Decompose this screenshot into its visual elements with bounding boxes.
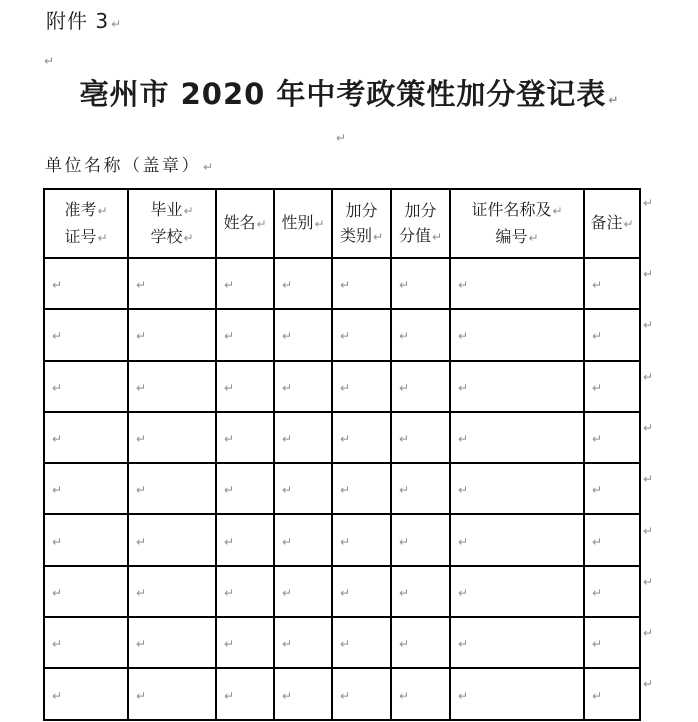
paragraph-mark-icon: ↵ bbox=[224, 432, 235, 447]
empty-cell-certificate-name-number bbox=[450, 309, 584, 360]
paragraph-mark-icon: ↵ bbox=[592, 534, 603, 549]
row-end-mark-icon: ↵ bbox=[643, 267, 654, 281]
empty-cell-certificate-name-number bbox=[450, 514, 584, 565]
empty-cell-bonus-value bbox=[391, 463, 450, 514]
empty-cell-gender bbox=[274, 617, 332, 668]
paragraph-mark-icon: ↵ bbox=[44, 54, 55, 68]
line-break-mark-icon: ↵ bbox=[528, 230, 539, 245]
paragraph-mark-icon: ↵ bbox=[399, 329, 410, 344]
column-header-text: 分值 bbox=[398, 225, 431, 245]
paragraph-mark-icon: ↵ bbox=[52, 483, 63, 498]
empty-cell-remarks bbox=[584, 566, 640, 617]
table-row bbox=[44, 412, 640, 463]
paragraph-mark-icon: ↵ bbox=[458, 534, 469, 549]
paragraph-mark-icon: ↵ bbox=[458, 483, 469, 498]
empty-cell-name bbox=[216, 514, 274, 565]
attachment-label bbox=[46, 5, 121, 34]
line-break-mark-icon: ↵ bbox=[608, 93, 619, 107]
empty-cell-graduation-school bbox=[128, 668, 216, 719]
paragraph-mark-icon: ↵ bbox=[52, 380, 63, 395]
paragraph-mark-icon: ↵ bbox=[52, 432, 63, 447]
paragraph-mark-icon: ↵ bbox=[282, 380, 293, 395]
table-row bbox=[44, 617, 640, 668]
empty-cell-graduation-school bbox=[128, 566, 216, 617]
empty-cell-certificate-name-number bbox=[450, 566, 584, 617]
column-header-text: 性别 bbox=[281, 213, 314, 232]
column-header-gender bbox=[274, 189, 332, 258]
paragraph-mark-icon: ↵ bbox=[399, 534, 410, 549]
empty-cell-exam-number bbox=[44, 361, 128, 412]
empty-cell-graduation-school bbox=[128, 361, 216, 412]
line-break-mark-icon: ↵ bbox=[623, 217, 634, 231]
empty-cell-name bbox=[216, 566, 274, 617]
table-row bbox=[44, 566, 640, 617]
empty-cell-exam-number bbox=[44, 309, 128, 360]
paragraph-mark-icon: ↵ bbox=[282, 688, 293, 703]
empty-cell-exam-number bbox=[44, 412, 128, 463]
empty-cell-gender bbox=[274, 566, 332, 617]
empty-cell-name bbox=[216, 617, 274, 668]
empty-cell-remarks bbox=[584, 412, 640, 463]
paragraph-mark-icon: ↵ bbox=[282, 278, 293, 293]
empty-cell-name bbox=[216, 412, 274, 463]
attachment-label-text: 附件 3 bbox=[46, 9, 110, 33]
paragraph-mark-icon: ↵ bbox=[592, 483, 603, 498]
empty-cell-name bbox=[216, 463, 274, 514]
empty-cell-bonus-value bbox=[391, 617, 450, 668]
paragraph-mark-icon: ↵ bbox=[399, 688, 410, 703]
paragraph-mark-icon: ↵ bbox=[592, 380, 603, 395]
paragraph-mark-icon: ↵ bbox=[52, 688, 63, 703]
column-header-text: 加分 bbox=[404, 200, 437, 220]
empty-cell-certificate-name-number bbox=[450, 668, 584, 719]
paragraph-mark-icon: ↵ bbox=[136, 534, 147, 549]
paragraph-mark-icon: ↵ bbox=[224, 483, 235, 498]
document-title bbox=[0, 72, 698, 113]
empty-cell-bonus-category bbox=[332, 668, 391, 719]
line-break-mark-icon: ↵ bbox=[183, 203, 194, 218]
paragraph-mark-icon: ↵ bbox=[52, 534, 63, 549]
line-break-mark-icon: ↵ bbox=[97, 230, 108, 245]
table-header-row bbox=[44, 189, 640, 258]
registration-table-container bbox=[43, 188, 641, 721]
paragraph-mark-icon: ↵ bbox=[282, 483, 293, 498]
line-break-mark-icon: ↵ bbox=[431, 229, 443, 244]
line-break-mark-icon: ↵ bbox=[552, 203, 563, 218]
empty-cell-remarks bbox=[584, 463, 640, 514]
empty-cell-remarks bbox=[584, 309, 640, 360]
paragraph-mark-icon: ↵ bbox=[52, 637, 63, 652]
empty-cell-bonus-value bbox=[391, 514, 450, 565]
empty-cell-bonus-category bbox=[332, 617, 391, 668]
empty-cell-graduation-school bbox=[128, 309, 216, 360]
line-break-mark-icon: ↵ bbox=[203, 160, 214, 174]
empty-cell-name bbox=[216, 258, 274, 309]
empty-cell-bonus-value bbox=[391, 361, 450, 412]
column-header-text: 学校 bbox=[150, 226, 183, 246]
empty-cell-certificate-name-number bbox=[450, 412, 584, 463]
paragraph-mark-icon: ↵ bbox=[136, 329, 147, 344]
empty-paragraph bbox=[44, 50, 54, 69]
unit-name-label bbox=[45, 151, 213, 176]
empty-cell-exam-number bbox=[44, 668, 128, 719]
table-row bbox=[44, 668, 640, 719]
empty-cell-bonus-category bbox=[332, 309, 391, 360]
column-header-bonus-category bbox=[332, 189, 391, 258]
paragraph-mark-icon: ↵ bbox=[282, 329, 293, 344]
empty-cell-graduation-school bbox=[128, 412, 216, 463]
empty-cell-graduation-school bbox=[128, 514, 216, 565]
empty-cell-gender bbox=[274, 258, 332, 309]
paragraph-mark-icon: ↵ bbox=[136, 278, 147, 293]
paragraph-mark-icon: ↵ bbox=[399, 278, 410, 293]
empty-cell-bonus-category bbox=[332, 258, 391, 309]
paragraph-mark-icon: ↵ bbox=[136, 585, 147, 600]
row-end-mark-icon: ↵ bbox=[643, 420, 654, 435]
paragraph-mark-icon: ↵ bbox=[136, 483, 147, 498]
table-row bbox=[44, 309, 640, 360]
paragraph-mark-icon: ↵ bbox=[399, 380, 410, 395]
paragraph-mark-icon: ↵ bbox=[282, 432, 293, 447]
paragraph-mark-icon: ↵ bbox=[458, 585, 469, 600]
empty-cell-remarks bbox=[584, 617, 640, 668]
empty-cell-exam-number bbox=[44, 617, 128, 668]
empty-cell-bonus-category bbox=[332, 514, 391, 565]
paragraph-mark-icon: ↵ bbox=[340, 278, 351, 293]
line-break-mark-icon: ↵ bbox=[314, 217, 325, 231]
line-break-mark-icon: ↵ bbox=[183, 230, 194, 245]
row-end-mark-icon: ↵ bbox=[643, 523, 654, 538]
paragraph-mark-icon: ↵ bbox=[399, 637, 410, 652]
empty-cell-bonus-value bbox=[391, 258, 450, 309]
paragraph-mark-icon: ↵ bbox=[340, 329, 351, 344]
empty-cell-remarks bbox=[584, 668, 640, 719]
paragraph-mark-icon: ↵ bbox=[224, 585, 235, 600]
paragraph-mark-icon: ↵ bbox=[282, 534, 293, 549]
paragraph-mark-icon: ↵ bbox=[592, 637, 603, 652]
paragraph-mark-icon: ↵ bbox=[224, 329, 235, 344]
column-header-text: 备注 bbox=[590, 213, 623, 232]
paragraph-mark-icon: ↵ bbox=[340, 585, 351, 600]
empty-cell-certificate-name-number bbox=[450, 361, 584, 412]
line-break-mark-icon: ↵ bbox=[256, 217, 267, 231]
bonus-points-registration-table bbox=[43, 188, 641, 721]
empty-cell-remarks bbox=[584, 361, 640, 412]
empty-cell-gender bbox=[274, 361, 332, 412]
paragraph-mark-icon: ↵ bbox=[458, 329, 469, 344]
paragraph-mark-icon: ↵ bbox=[224, 688, 235, 703]
document-title-text: 亳州市 2020 年中考政策性加分登记表 bbox=[79, 77, 607, 111]
empty-cell-remarks bbox=[584, 258, 640, 309]
paragraph-mark-icon: ↵ bbox=[340, 688, 351, 703]
paragraph-mark-icon: ↵ bbox=[136, 688, 147, 703]
paragraph-mark-icon: ↵ bbox=[458, 380, 469, 395]
column-header-text: 证号 bbox=[64, 226, 97, 246]
paragraph-mark-icon: ↵ bbox=[52, 585, 63, 600]
column-header-text: 编号 bbox=[495, 226, 528, 246]
line-break-mark-icon: ↵ bbox=[372, 229, 384, 244]
column-header-text: 证件名称及 bbox=[471, 199, 552, 219]
paragraph-mark-icon: ↵ bbox=[340, 432, 351, 447]
paragraph-mark-icon: ↵ bbox=[340, 637, 351, 652]
paragraph-mark-icon: ↵ bbox=[458, 278, 469, 293]
column-header-graduation-school bbox=[128, 189, 216, 258]
paragraph-mark-icon: ↵ bbox=[399, 483, 410, 498]
unit-name-label-text: 单位名称（盖章） bbox=[45, 156, 201, 176]
empty-cell-bonus-category bbox=[332, 361, 391, 412]
paragraph-mark-icon: ↵ bbox=[592, 329, 603, 344]
paragraph-mark-icon: ↵ bbox=[282, 585, 293, 600]
line-break-mark-icon: ↵ bbox=[111, 17, 122, 31]
paragraph-mark-icon: ↵ bbox=[136, 637, 147, 652]
empty-cell-certificate-name-number bbox=[450, 463, 584, 514]
paragraph-mark-icon: ↵ bbox=[224, 534, 235, 549]
empty-cell-bonus-category bbox=[332, 412, 391, 463]
empty-cell-bonus-value bbox=[391, 412, 450, 463]
paragraph-mark-icon: ↵ bbox=[340, 483, 351, 498]
table-row bbox=[44, 514, 640, 565]
row-end-mark-icon: ↵ bbox=[643, 196, 654, 210]
column-header-certificate-name-number bbox=[450, 189, 584, 258]
empty-cell-gender bbox=[274, 668, 332, 719]
paragraph-mark-icon: ↵ bbox=[592, 585, 603, 600]
empty-cell-gender bbox=[274, 514, 332, 565]
column-header-bonus-value bbox=[391, 189, 450, 258]
row-end-mark-icon: ↵ bbox=[643, 626, 654, 641]
paragraph-mark-icon: ↵ bbox=[224, 637, 235, 652]
table-row bbox=[44, 258, 640, 309]
empty-cell-exam-number bbox=[44, 463, 128, 514]
empty-cell-graduation-school bbox=[128, 617, 216, 668]
row-end-mark-icon: ↵ bbox=[643, 318, 654, 333]
column-header-exam-number bbox=[44, 189, 128, 258]
row-end-mark-icon: ↵ bbox=[643, 369, 654, 384]
paragraph-mark-icon: ↵ bbox=[52, 329, 63, 344]
paragraph-mark-icon: ↵ bbox=[399, 585, 410, 600]
paragraph-mark-icon: ↵ bbox=[458, 688, 469, 703]
empty-cell-exam-number bbox=[44, 566, 128, 617]
row-end-mark-icon: ↵ bbox=[643, 677, 654, 692]
row-end-mark-icon: ↵ bbox=[643, 472, 654, 487]
paragraph-mark-icon: ↵ bbox=[592, 278, 603, 293]
empty-paragraph bbox=[43, 127, 639, 146]
paragraph-mark-icon: ↵ bbox=[458, 432, 469, 447]
empty-cell-name bbox=[216, 668, 274, 719]
column-header-remarks bbox=[584, 189, 640, 258]
column-header-text: 准考 bbox=[64, 199, 97, 219]
paragraph-mark-icon: ↵ bbox=[458, 637, 469, 652]
empty-cell-remarks bbox=[584, 514, 640, 565]
empty-cell-name bbox=[216, 309, 274, 360]
column-header-text: 毕业 bbox=[150, 199, 183, 219]
empty-cell-exam-number bbox=[44, 258, 128, 309]
empty-cell-bonus-value bbox=[391, 566, 450, 617]
paragraph-mark-icon: ↵ bbox=[224, 278, 235, 293]
paragraph-mark-icon: ↵ bbox=[335, 131, 347, 145]
empty-cell-bonus-value bbox=[391, 668, 450, 719]
empty-cell-bonus-category bbox=[332, 463, 391, 514]
paragraph-mark-icon: ↵ bbox=[224, 380, 235, 395]
empty-cell-certificate-name-number bbox=[450, 617, 584, 668]
empty-cell-gender bbox=[274, 309, 332, 360]
paragraph-mark-icon: ↵ bbox=[399, 432, 410, 447]
empty-cell-certificate-name-number bbox=[450, 258, 584, 309]
paragraph-mark-icon: ↵ bbox=[282, 637, 293, 652]
row-end-marks-column bbox=[643, 188, 673, 719]
empty-cell-exam-number bbox=[44, 514, 128, 565]
empty-cell-graduation-school bbox=[128, 463, 216, 514]
line-break-mark-icon: ↵ bbox=[97, 203, 108, 218]
empty-cell-name bbox=[216, 361, 274, 412]
paragraph-mark-icon: ↵ bbox=[136, 380, 147, 395]
column-header-text: 加分 bbox=[345, 200, 378, 220]
paragraph-mark-icon: ↵ bbox=[592, 688, 603, 703]
paragraph-mark-icon: ↵ bbox=[340, 380, 351, 395]
empty-cell-gender bbox=[274, 412, 332, 463]
paragraph-mark-icon: ↵ bbox=[52, 278, 63, 293]
column-header-text: 类别 bbox=[339, 225, 372, 245]
table-row bbox=[44, 361, 640, 412]
empty-cell-bonus-value bbox=[391, 309, 450, 360]
empty-cell-graduation-school bbox=[128, 258, 216, 309]
paragraph-mark-icon: ↵ bbox=[136, 432, 147, 447]
column-header-text: 姓名 bbox=[223, 213, 256, 232]
row-end-mark-icon: ↵ bbox=[643, 574, 654, 589]
table-row bbox=[44, 463, 640, 514]
column-header-name bbox=[216, 189, 274, 258]
paragraph-mark-icon: ↵ bbox=[592, 432, 603, 447]
empty-cell-gender bbox=[274, 463, 332, 514]
empty-cell-bonus-category bbox=[332, 566, 391, 617]
paragraph-mark-icon: ↵ bbox=[340, 534, 351, 549]
